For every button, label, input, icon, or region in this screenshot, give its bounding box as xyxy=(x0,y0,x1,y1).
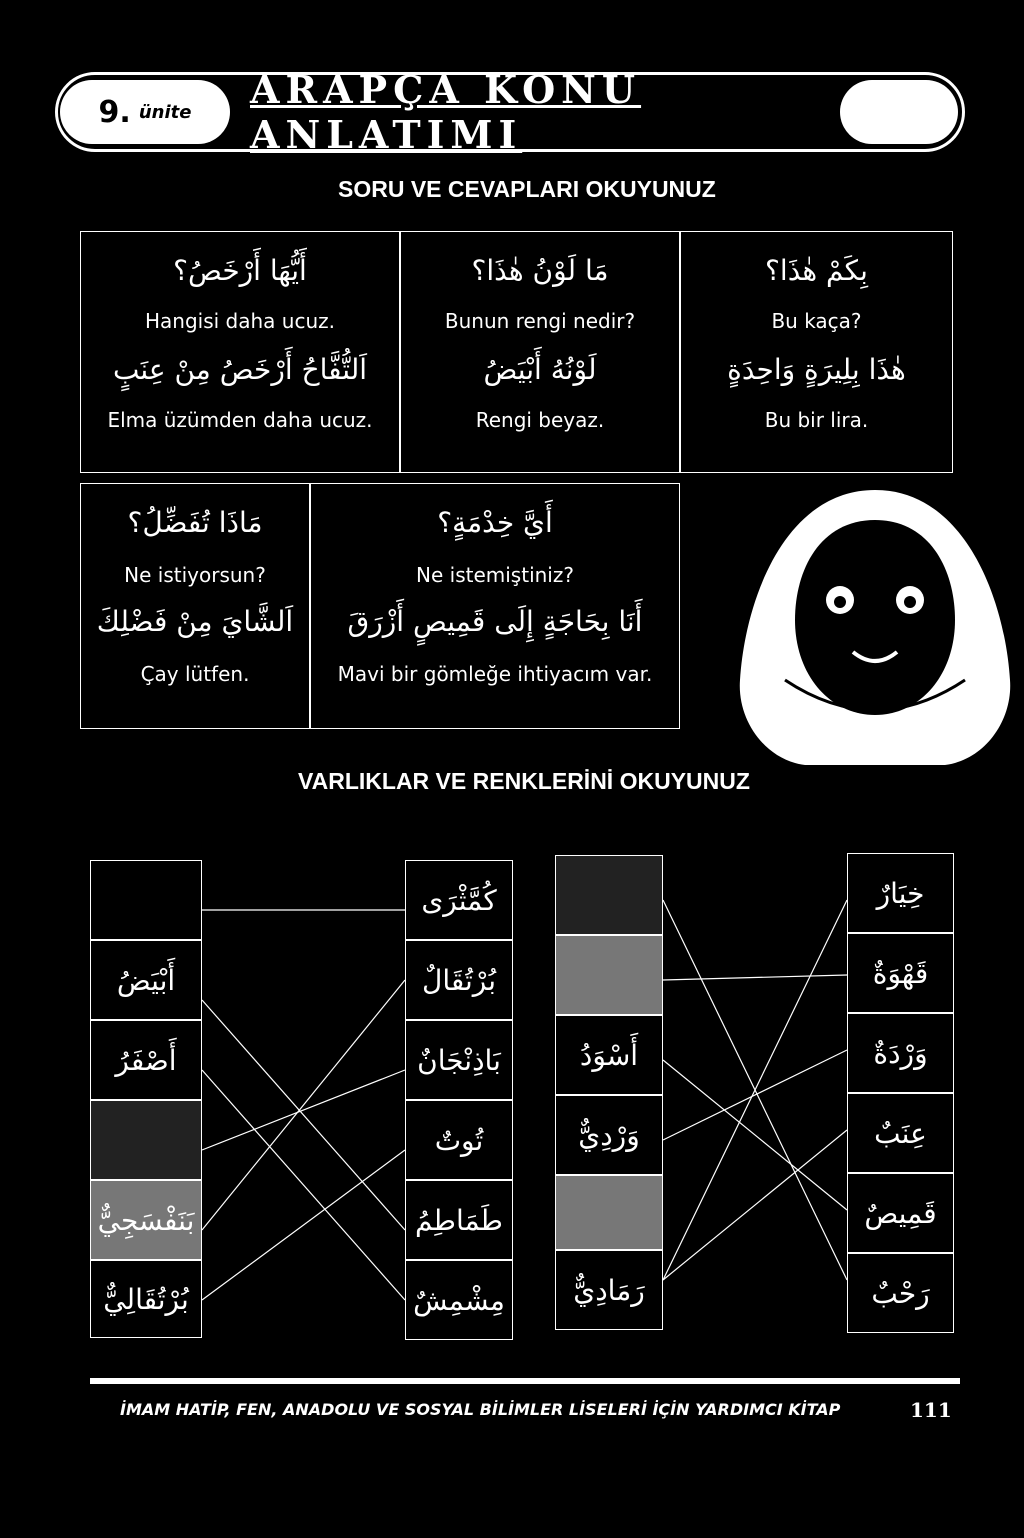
color-card: أَصْفَرُ xyxy=(90,1020,202,1100)
color-card: أَخْضَرُ xyxy=(90,860,202,940)
turkish-answer: Mavi bir gömleğe ihtiyacım var. xyxy=(337,662,653,686)
unit-word: ünite xyxy=(138,101,192,123)
turkish-answer: Çay lütfen. xyxy=(140,662,250,686)
qa-cell-3 xyxy=(680,231,953,473)
turkish-answer: Rengi beyaz. xyxy=(475,408,605,432)
arabic-answer: اَلشَّايَ مِنْ فَضْلِكَ xyxy=(96,605,294,638)
arabic-answer: اَلتُّفَّاحُ أَرْخَصُ مِنْ عِنَبٍ xyxy=(112,353,368,386)
color-card: أَبْيَضُ xyxy=(90,940,202,1020)
object-card: قَمِيصٌ xyxy=(847,1173,954,1253)
section2-title: VARLIKLAR VE RENKLERİNİ OKUYUNUZ xyxy=(298,768,750,794)
object-card: عِنَبٌ xyxy=(847,1093,954,1173)
footer-text: İMAM HATİP, FEN, ANADOLU VE SOSYAL BİLİMLER LİSELERİ İÇİN YARDIMCI KİTAP xyxy=(120,1400,841,1419)
turkish-answer: Bu bir lira. xyxy=(764,408,869,432)
page-number: 111 xyxy=(910,1398,952,1422)
object-card: رَحْبٌ xyxy=(847,1253,954,1333)
arabic-answer: لَوْنُهُ أَبْيَضُ xyxy=(483,353,597,386)
qa-cell-1 xyxy=(80,231,400,473)
arabic-answer: أَنَا بِحَاجَةٍ إِلَى قَمِيصٍ أَزْرَقَ xyxy=(347,605,643,638)
color-card xyxy=(555,1175,663,1250)
object-column-2 xyxy=(847,853,954,1333)
object-card: بُرْتُقَالٌ xyxy=(405,940,513,1020)
turkish-question: Ne istiyorsun? xyxy=(124,563,266,587)
arabic-question: أَيُّهَا أَرْخَصُ؟ xyxy=(173,254,307,287)
qa-cell-4 xyxy=(80,483,310,729)
color-card: بُرْتُقَالِيٌّ xyxy=(90,1260,202,1338)
section1-title: SORU VE CEVAPLARI OKUYUNUZ xyxy=(338,176,716,202)
turkish-answer: Elma üzümden daha ucuz. xyxy=(107,408,373,432)
color-column-1 xyxy=(90,860,202,1338)
color-card: رَمَادِيٌّ xyxy=(555,1250,663,1330)
arabic-question: بِكَمْ هٰذَا؟ xyxy=(765,254,868,287)
turkish-question: Ne istemiştiniz? xyxy=(416,563,574,587)
object-card: طَمَاطِمُ xyxy=(405,1180,513,1260)
color-card: بَنَفْسَجِيٌّ xyxy=(90,1180,202,1260)
color-card xyxy=(90,1100,202,1180)
color-card: وَرْدِيٌّ xyxy=(555,1095,663,1175)
arabic-question: مَاذَا تُفَضِّلُ؟ xyxy=(127,506,263,539)
qa-cell-5 xyxy=(310,483,680,729)
girl-illustration xyxy=(725,480,1024,770)
arabic-question: أَيَّ خِدْمَةٍ؟ xyxy=(437,506,553,539)
turkish-question: Hangisi daha ucuz. xyxy=(145,309,335,333)
color-card xyxy=(555,935,663,1015)
object-card: وَرْدَةٌ xyxy=(847,1013,954,1093)
object-card: قَهْوَةٌ xyxy=(847,933,954,1013)
color-card: أَسْوَدُ xyxy=(555,1015,663,1095)
banner-end-cap xyxy=(840,80,958,144)
unit-number: 9. xyxy=(98,94,131,130)
unit-badge xyxy=(60,80,230,144)
object-card: خِيَارٌ xyxy=(847,853,954,933)
arabic-answer: هٰذَا بِلِيرَةٍ وَاحِدَةٍ xyxy=(727,353,906,386)
footer-divider xyxy=(90,1378,960,1384)
object-card: تُوتٌ xyxy=(405,1100,513,1180)
color-column-2 xyxy=(555,855,663,1330)
page-title: ARAPÇA KONU ANLATIMI xyxy=(250,67,642,157)
object-card: مِشْمِشٌ xyxy=(405,1260,513,1340)
color-card xyxy=(555,855,663,935)
object-card: كُمَّثْرَى xyxy=(405,860,513,940)
arabic-question: مَا لَوْنُ هٰذَا؟ xyxy=(471,254,609,287)
turkish-question: Bunun rengi nedir? xyxy=(444,309,636,333)
object-column-1 xyxy=(405,860,513,1340)
turkish-question: Bu kaça? xyxy=(771,309,862,333)
object-card: بَاذِنْجَانٌ xyxy=(405,1020,513,1100)
qa-cell-2 xyxy=(400,231,680,473)
